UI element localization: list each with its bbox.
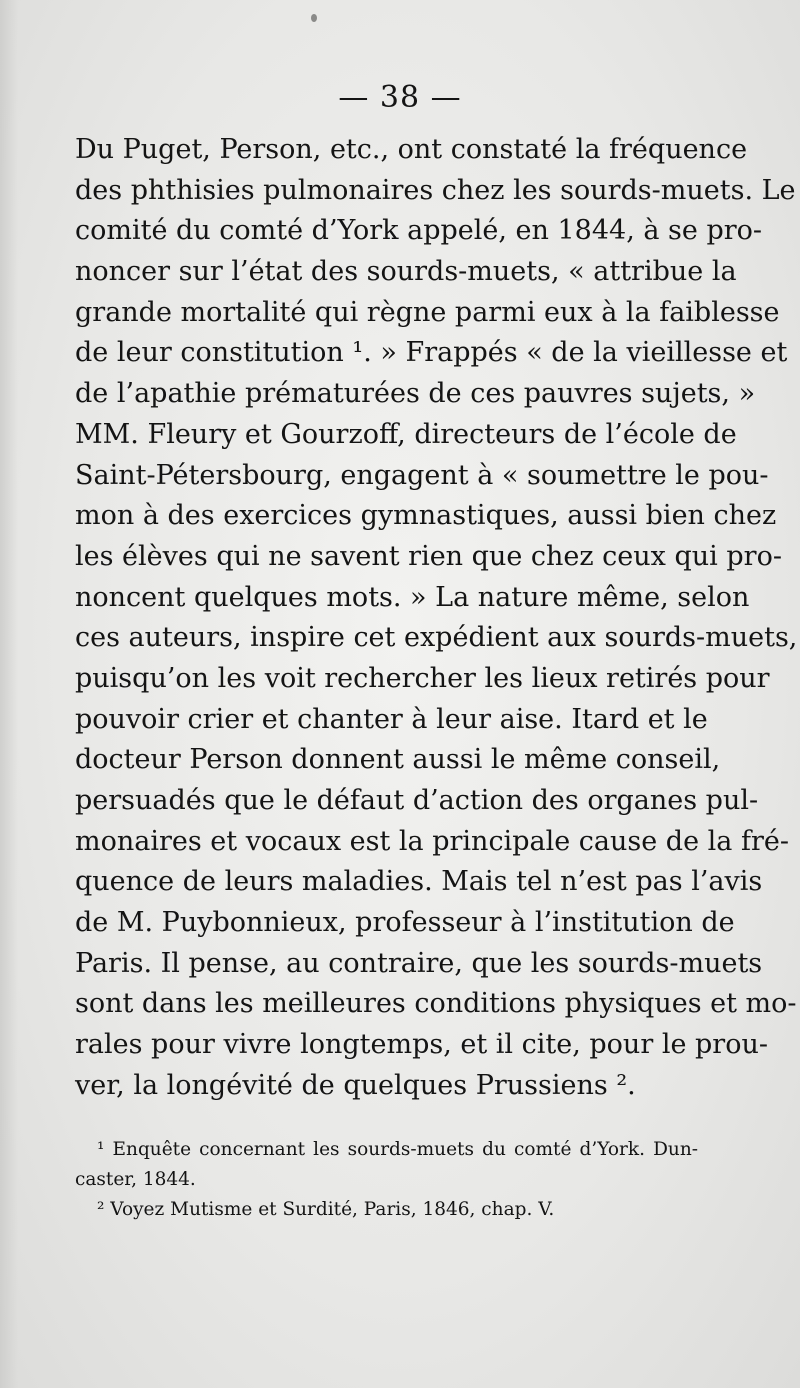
- text-line: monaires et vocaux est la principale cause de la fré-: [75, 825, 789, 857]
- text-line: rales pour vivre longtemps, et il cite, pour le prou-: [75, 1029, 768, 1061]
- page-number: — 38 —: [338, 80, 462, 115]
- text-line: MM. Fleury et Gourzoff, directeurs de l’école de: [75, 418, 737, 450]
- footnotes: [75, 1135, 698, 1225]
- text-line: noncer sur l’état des sourds-muets, « attribue la: [75, 256, 737, 288]
- text-line: sont dans les meilleures conditions physiques et mo-: [75, 988, 797, 1020]
- text-line: grande mortalité qui règne parmi eux à la faiblesse: [75, 296, 780, 328]
- footnote-1-continuation: caster, 1844.: [75, 1169, 196, 1190]
- text-line: comité du comté d’York appelé, en 1844, à se pro-: [75, 215, 763, 247]
- text-line: les élèves qui ne savent rien que chez ceux qui pro-: [75, 540, 782, 572]
- text-line: Paris. Il pense, au contraire, que les sourds-muets: [75, 947, 763, 979]
- text-line: mon à des exercices gymnastiques, aussi bien chez: [75, 500, 777, 532]
- text-line: docteur Person donnent aussi le même conseil,: [75, 744, 721, 776]
- text-line: quence de leurs maladies. Mais tel n’est pas l’avis: [75, 866, 763, 898]
- footnote-1: ¹ Enquête concernant les sourds-muets du comté d’York. Dun-: [97, 1139, 698, 1160]
- text-line: de M. Puybonnieux, professeur à l’institution de: [75, 907, 735, 939]
- text-line: noncent quelques mots. » La nature même, selon: [75, 581, 750, 613]
- text-line: Du Puget, Person, etc., ont constaté la fréquence: [75, 134, 748, 165]
- text-line: puisqu’on les voit rechercher les lieux retirés pour: [75, 662, 770, 694]
- text-line: ver, la longévité de quelques Prussiens ².: [75, 1069, 636, 1101]
- footnote-2: ² Voyez Mutisme et Surdité, Paris, 1846, chap. V.: [97, 1199, 555, 1220]
- body-text: [75, 130, 798, 1107]
- ink-speck: [311, 14, 317, 22]
- text-line: pouvoir crier et chanter à leur aise. Itard et le: [75, 703, 708, 735]
- text-line: ces auteurs, inspire cet expédient aux sourds-muets,: [75, 622, 798, 654]
- text-line: des phthisies pulmonaires chez les sourds-muets. Le: [75, 174, 796, 206]
- text-line: de l’apathie prématurées de ces pauvres sujets, »: [75, 378, 756, 410]
- page-edge-shadow: [0, 0, 18, 1388]
- text-line: de leur constitution ¹. » Frappés « de la vieillesse et: [75, 337, 788, 369]
- text-line: persuadés que le défaut d’action des organes pul-: [75, 785, 759, 816]
- text-line: Saint-Pétersbourg, engagent à « soumettre le pou-: [75, 459, 769, 491]
